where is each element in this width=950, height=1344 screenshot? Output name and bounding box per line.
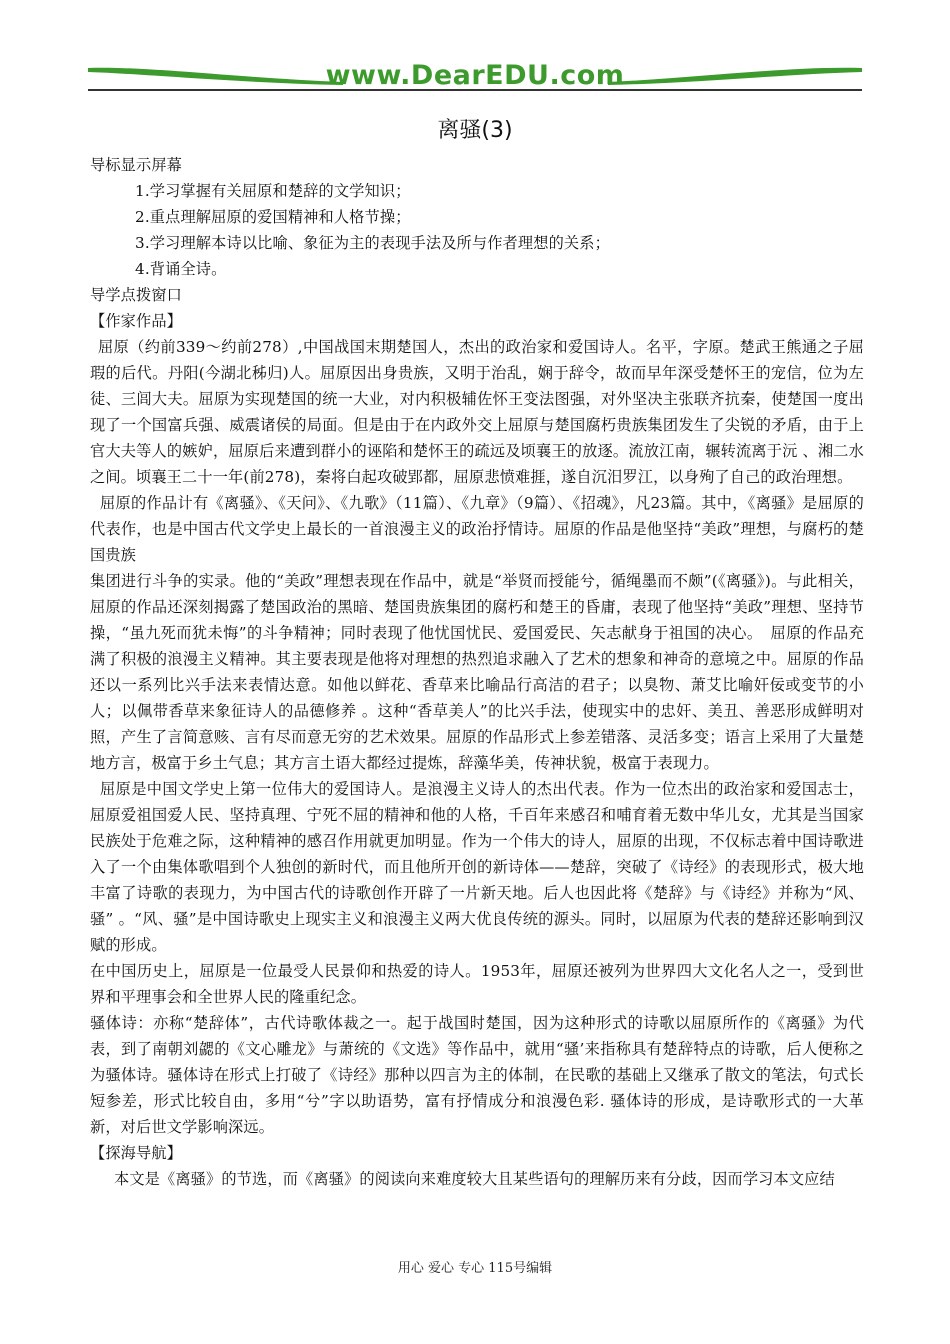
document-body bbox=[90, 152, 864, 1192]
goals-heading: 导标显示屏幕 bbox=[90, 156, 183, 174]
goal-item: 4.背诵全诗。 bbox=[135, 260, 227, 278]
author-paragraph: 屈原是中国文学史上第一位伟大的爱国诗人。是浪漫主义诗人的杰出代表。作为一位杰出的政治家和爱国志士，屈原爱祖国爱人民、坚持真理、宁死不屈的精神和他的人格，千百年来感召和哺育着无数中华儿女，尤其是当国家民族处于危难之际，这种精神的感召作用就更加明显。作为一个伟大的诗人，屈原的出现，不仅标志着中国诗歌进入了一个由集体歌唱到个人独创的新时代，而且他所开创的新诗体——楚辞，突破了《诗经》的表现形式，极大地丰富了诗歌的表现力，为中国古代的诗歌创作开辟了一片新天地。后人也因此将《楚辞》与《诗经》并称为“风、骚” 。“风、骚”是中国诗歌史上现实主义和浪漫主义两大优良传统的源头。同时，以屈原为代表的楚辞还影响到汉赋的形成。 bbox=[90, 780, 864, 954]
author-paragraph: 在中国历史上，屈原是一位最受人民景仰和热爱的诗人。1953年，屈原还被列为世界四大文化名人之一，受到世界和平理事会和全世界人民的隆重纪念。 bbox=[90, 962, 864, 1006]
author-works-heading: 【作家作品】 bbox=[90, 312, 183, 330]
page-title: 离骚(3) bbox=[437, 118, 513, 143]
guide-heading: 导学点拨窗口 bbox=[90, 286, 183, 304]
page-footer: 用心 爱心 专心 115号编辑 bbox=[397, 1261, 553, 1276]
site-header-banner bbox=[88, 58, 862, 94]
explore-heading: 【探海导航】 bbox=[90, 1144, 183, 1162]
goal-item: 2.重点理解屈原的爱国精神和人格节操； bbox=[135, 208, 411, 226]
explore-paragraph: 本文是《离骚》的节选，而《离骚》的阅读向来难度较大且某些语句的理解历来有分歧，因而学习本文应结 bbox=[114, 1170, 835, 1188]
author-paragraph: 屈原的作品计有《离骚》、《天问》、《九歌》（11篇）、《九章》（9篇）、《招魂》，凡23篇。其中，《离骚》是屈原的代表作，也是中国古代文学史上最长的一首浪漫主义的政治抒情诗。屈原的作品是他坚持“美政”理想，与腐朽的楚国贵族 bbox=[90, 494, 864, 564]
goal-item: 1.学习掌握有关屈原和楚辞的文学知识； bbox=[135, 182, 411, 200]
saoti-paragraph: 骚体诗：亦称“楚辞体”，古代诗歌体裁之一。起于战国时楚国，因为这种形式的诗歌以屈原所作的《离骚》为代表，到了南朝刘勰的《文心雕龙》与萧统的《文选》等作品中，就用“骚’来指称具有楚辞特点的诗歌，后人便称之为骚体诗。骚体诗在形式上打破了《诗经》那种以四言为主的体制，在民歌的基础上又继承了散文的笔法，句式长短参差，形式比较自由，多用“兮”字以助语势，富有抒情成分和浪漫色彩. 骚体诗的形成，是诗歌形式的一大革新，对后世文学影响深远。 bbox=[90, 1014, 864, 1136]
author-paragraph: 集团进行斗争的实录。他的“美政”理想表现在作品中，就是“举贤而授能兮，循绳墨而不颇”(《离骚》)。与此相关，屈原的作品还深刻揭露了楚国政治的黑暗、楚国贵族集团的腐朽和楚王的昏庸，表现了他坚持“美政”理想、坚持节操，“虽九死而犹未悔”的斗争精神；同时表现了他忧国忧民、爱国爱民、矢志献身于祖国的决心。 屈原的作品充满了积极的浪漫主义精神。其主要表现是他将对理想的热烈追求融入了艺术的想象和神奇的意境之中。屈原的作品还以一系列比兴手法来表情达意。如他以鲜花、香草来比喻品行高洁的君子；以臭物、萧艾比喻奸佞或变节的小人；以佩带香草来象征诗人的品德修养 。这种“香草美人”的比兴手法，使现实中的忠奸、美丑、善恶形成鲜明对照，产生了言简意赅、言有尽而意无穷的艺术效果。屈原的作品形式上参差错落、灵活多变；语言上采用了大量楚地方言，极富于乡土气息；其方言土语大都经过提炼，辞藻华美，传神状貌，极富于表现力。 bbox=[90, 572, 864, 772]
site-logo-text: www.DearEDU.com bbox=[325, 60, 625, 91]
goal-item: 3.学习理解本诗以比喻、象征为主的表现手法及所与作者理想的关系； bbox=[135, 234, 610, 252]
author-paragraph: 屈原（约前339～约前278）,中国战国末期楚国人，杰出的政治家和爱国诗人。名平，字原。楚武王熊通之子屈瑕的后代。丹阳(今湖北秭归)人。屈原因出身贵族，又明于治乱，娴于辞令，故而早年深受楚怀王的宠信，位为左徒、三闾大夫。屈原为实现楚国的统一大业，对内积极辅佐怀王变法图强，对外坚决主张联齐抗秦，使楚国一度出现了一个国富兵强、威震诸侯的局面。但是由于在内政外交上屈原与楚国腐朽贵族集团发生了尖锐的矛盾，由于上官大夫等人的嫉妒，屈原后来遭到群小的诬陷和楚怀王的疏远及顷襄王的放逐。流放江南，辗转流离于沅 、湘二水之间。顷襄王二十一年(前278)，秦将白起攻破郢都，屈原悲愤难捱，遂自沉汨罗江，以身殉了自己的政治理想。 bbox=[90, 338, 864, 486]
